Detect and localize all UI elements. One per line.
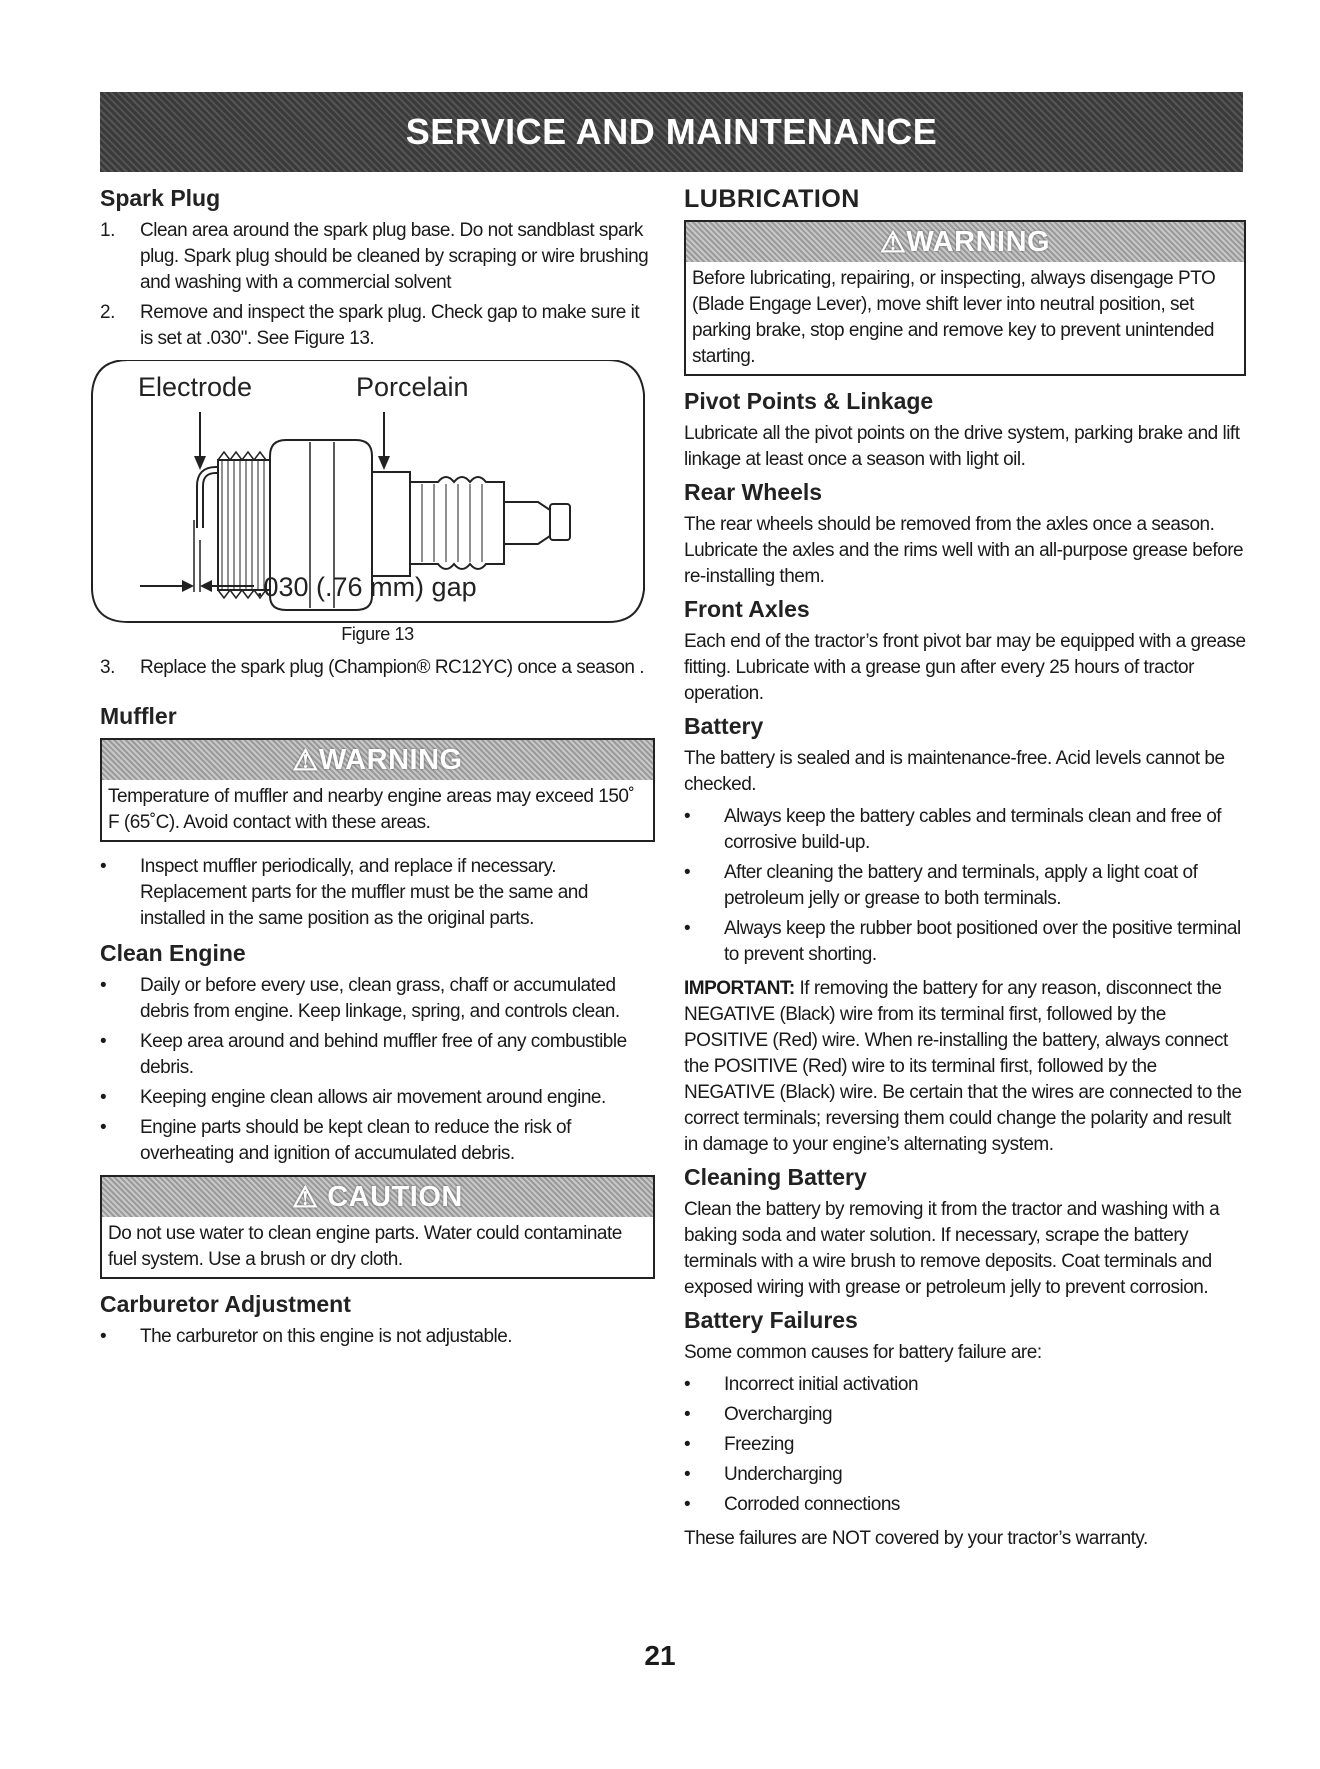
- bullet-text: Overcharging: [724, 1404, 833, 1425]
- battery-failures-outro: These failures are NOT covered by your tractor’s warranty.: [684, 1528, 1148, 1549]
- list-item: [100, 1115, 655, 1167]
- bullet-text: Engine parts should be kept clean to reduce the risk of overheating and ignition of accumulated debris.: [140, 1117, 571, 1164]
- warning-title: WARNING: [906, 225, 1051, 258]
- step-text: Clean area around the spark plug base. Do not sandblast spark plug. Spark plug should be cleaned by scraping or wire brushing and washing with a commercial solvent: [140, 220, 649, 293]
- muffler-bullets: [100, 854, 655, 932]
- pivot-heading: Pivot Points & Linkage: [684, 388, 934, 414]
- muffler-heading: Muffler: [100, 703, 177, 729]
- caution-text: Do not use water to clean engine parts. Water could contaminate fuel system. Use a brush or dry cloth.: [108, 1223, 622, 1270]
- spark-plug-figure: [88, 360, 648, 660]
- warning-triangle-icon: ⚠: [292, 1181, 328, 1214]
- spark-plug-steps: [100, 218, 655, 352]
- list-item: [100, 300, 655, 352]
- bullet-dot: •: [100, 1087, 107, 1108]
- warning-header: [102, 740, 653, 780]
- bullet-dot: •: [684, 806, 691, 827]
- carburetor-bullets: [100, 1324, 655, 1350]
- lubrication-warning-box: [684, 220, 1246, 376]
- left-column: [100, 185, 655, 1358]
- bullet-dot: •: [684, 862, 691, 883]
- battery-failures-intro: Some common causes for battery failure are:: [684, 1342, 1042, 1363]
- battery-text: The battery is sealed and is maintenance-free. Acid levels cannot be checked.: [684, 748, 1225, 795]
- important-text: If removing the battery for any reason, disconnect the NEGATIVE (Black) wire from its terminal first, followed by the POSITIVE (Red) wire. When re-installing the battery, always connect the POSITIVE (Red) wire to its terminal first, followed by the NEGATIVE (Black) wire. Be certain that the wires are connected to the correct terminals; reversing them could change the polarity and result in damage to your engine’s alternating system.: [684, 978, 1242, 1155]
- gap-label: .030 (.76 mm) gap: [256, 572, 477, 602]
- list-item: [100, 1324, 655, 1350]
- electrode-label: Electrode: [138, 372, 253, 402]
- warning-title: WARNING: [318, 743, 463, 776]
- battery-heading: Battery: [684, 713, 764, 739]
- caution-box: [100, 1175, 655, 1279]
- bullet-dot: •: [684, 1464, 691, 1485]
- bullet-text: Corroded connections: [724, 1494, 900, 1515]
- carburetor-heading: Carburetor Adjustment: [100, 1291, 351, 1317]
- important-label: IMPORTANT:: [684, 978, 795, 999]
- bullet-text: Always keep the battery cables and terminals clean and free of corrosive build-up.: [724, 806, 1222, 853]
- list-item: [100, 218, 655, 296]
- figure-caption: Figure 13: [341, 624, 414, 644]
- page-number: 21: [644, 1640, 676, 1671]
- front-axles-text: Each end of the tractor’s front pivot bar may be equipped with a grease fitting. Lubricate with a grease gun after every 25 hours of tractor operation.: [684, 631, 1246, 704]
- caution-header: [102, 1177, 653, 1217]
- cleaning-battery-heading: Cleaning Battery: [684, 1164, 867, 1190]
- spark-plug-illustration: [88, 360, 648, 660]
- step-text: Remove and inspect the spark plug. Check gap to make sure it is set at .030". See Figure 13.: [140, 302, 640, 349]
- bullet-text: The carburetor on this engine is not adjustable.: [140, 1326, 513, 1347]
- page-title: SERVICE AND MAINTENANCE: [405, 111, 938, 152]
- bullet-dot: •: [684, 918, 691, 939]
- warning-text: Before lubricating, repairing, or inspecting, always disengage PTO (Blade Engage Lever), move shift lever into neutral position, set parking brake, stop engine and remove key to prevent unintended starting.: [692, 268, 1216, 367]
- list-item: [684, 1492, 1246, 1518]
- battery-failures-bullets: [684, 1372, 1246, 1518]
- bullet-dot: •: [100, 1031, 107, 1052]
- warning-text: Temperature of muffler and nearby engine areas may exceed 150˚ F (65˚C). Avoid contact with these areas.: [108, 786, 635, 833]
- list-item: [684, 1432, 1246, 1458]
- clean-engine-heading: Clean Engine: [100, 940, 246, 966]
- bullet-text: Inspect muffler periodically, and replace if necessary. Replacement parts for the muffler must be the same and installed in the same position as the original parts.: [140, 856, 588, 929]
- spark-plug-step-3: [100, 655, 655, 681]
- bullet-dot: •: [684, 1374, 691, 1395]
- bullet-dot: •: [100, 975, 107, 996]
- important-note: [684, 976, 1246, 1158]
- list-item: [100, 655, 655, 681]
- bullet-text: Incorrect initial activation: [724, 1374, 919, 1395]
- bullet-dot: •: [684, 1494, 691, 1515]
- warning-triangle-icon: ⚠: [292, 744, 319, 777]
- bullet-dot: •: [684, 1404, 691, 1425]
- warning-triangle-icon: ⚠: [879, 226, 907, 259]
- list-item: [100, 854, 655, 932]
- bullet-dot: •: [100, 1117, 107, 1138]
- step-text: Replace the spark plug (Champion® RC12YC) once a season .: [140, 657, 645, 678]
- warning-header: [686, 222, 1244, 262]
- step-number: 3.: [100, 657, 115, 678]
- bullet-text: Undercharging: [724, 1464, 843, 1485]
- bullet-text: Freezing: [724, 1434, 794, 1455]
- list-item: [100, 1029, 655, 1081]
- bullet-text: After cleaning the battery and terminals, apply a light coat of petroleum jelly or grease to both terminals.: [724, 862, 1198, 909]
- battery-failures-heading: Battery Failures: [684, 1307, 858, 1333]
- bullet-dot: •: [100, 856, 107, 877]
- muffler-warning-box: [100, 738, 655, 842]
- list-item: [100, 1085, 655, 1111]
- list-item: [684, 1462, 1246, 1488]
- front-axles-heading: Front Axles: [684, 596, 810, 622]
- rear-wheels-text: The rear wheels should be removed from the axles once a season. Lubricate the axles and the rims well with an all-purpose grease before re-installing them.: [684, 514, 1244, 587]
- bullet-text: Keep area around and behind muffler free of any combustible debris.: [140, 1031, 627, 1078]
- bullet-text: Always keep the rubber boot positioned over the positive terminal to prevent shorting.: [724, 918, 1241, 965]
- battery-bullets: [684, 804, 1246, 968]
- bullet-dot: •: [100, 1326, 107, 1347]
- list-item: [100, 973, 655, 1025]
- cleaning-battery-text: Clean the battery by removing it from the tractor and washing with a baking soda and water solution. If necessary, scrape the battery terminals with a wire brush to remove deposits. Coat terminals and exposed wiring with grease or petroleum jelly to prevent corrosion.: [684, 1199, 1220, 1298]
- list-item: [684, 804, 1246, 856]
- rear-wheels-heading: Rear Wheels: [684, 479, 823, 505]
- list-item: [684, 1372, 1246, 1398]
- bullet-dot: •: [684, 1434, 691, 1455]
- bullet-text: Daily or before every use, clean grass, chaff or accumulated debris from engine. Keep linkage, spring, and controls clean.: [140, 975, 620, 1022]
- bullet-text: Keeping engine clean allows air movement around engine.: [140, 1087, 606, 1108]
- step-number: 2.: [100, 302, 115, 323]
- list-item: [684, 916, 1246, 968]
- list-item: [684, 1402, 1246, 1428]
- step-number: 1.: [100, 220, 115, 241]
- right-column: [684, 185, 1246, 1558]
- porcelain-label: Porcelain: [356, 372, 469, 402]
- section-banner: [100, 92, 1243, 172]
- list-item: [684, 860, 1246, 912]
- pivot-text: Lubricate all the pivot points on the drive system, parking brake and lift linkage at least once a season with light oil.: [684, 423, 1240, 470]
- caution-title: CAUTION: [327, 1180, 463, 1213]
- lubrication-heading: LUBRICATION: [684, 185, 860, 213]
- spark-plug-heading: Spark Plug: [100, 185, 221, 211]
- clean-engine-bullets: [100, 973, 655, 1167]
